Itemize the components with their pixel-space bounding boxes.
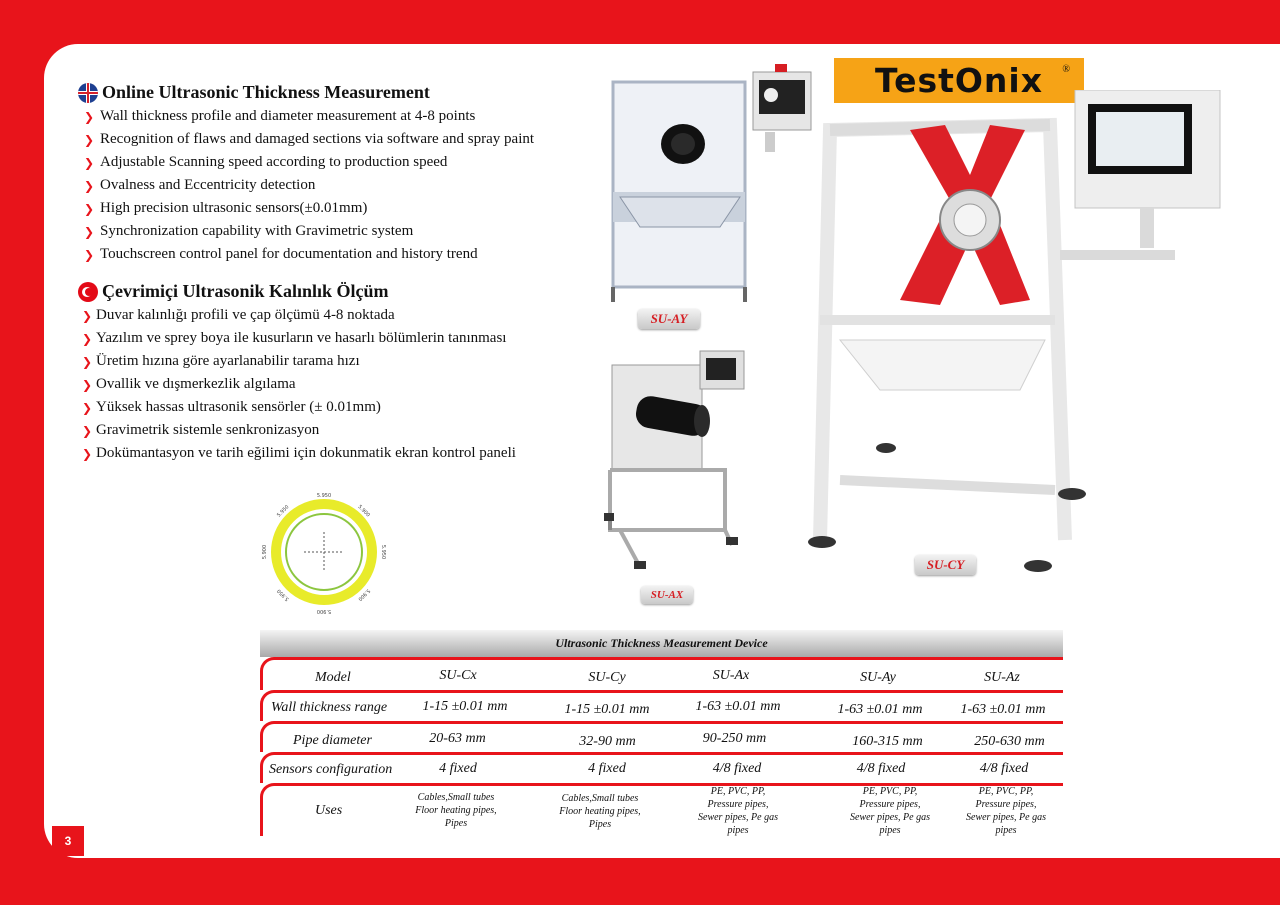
bullet-arrow-icon: ❯ — [82, 308, 93, 323]
pipe-cell: 20-63 mm — [429, 731, 486, 746]
bullet-arrow-icon: ❯ — [82, 354, 93, 369]
pipe-diameter-label: Pipe diameter — [293, 733, 372, 748]
table-row — [260, 657, 1063, 690]
table-row — [260, 752, 1063, 783]
uses-cell: Cables,Small tubes Floor heating pipes, Pipes — [415, 792, 497, 829]
uses-cell: PE, PVC, PP, Pressure pipes, Sewer pipes, Pe gas pipes — [966, 786, 1046, 836]
uses-cell: PE, PVC, PP, Pressure pipes, Sewer pipes, Pe gas pipes — [850, 786, 930, 836]
english-title-text: Online Ultrasonic Thickness Measurement — [102, 82, 430, 102]
list-item — [82, 350, 516, 373]
spec-table-title: Ultrasonic Thickness Measurement Device — [260, 630, 1063, 657]
wall-cell: 1-15 ±0.01 mm — [564, 702, 650, 717]
gauge-reading: 5.900 — [356, 504, 371, 519]
bullet-text: High precision ultrasonic sensors(±0.01mm) — [100, 200, 368, 216]
list-item — [82, 396, 516, 419]
model-cell: SU-Cy — [588, 670, 626, 685]
bullet-arrow-icon: ❯ — [82, 446, 93, 461]
model-cell: SU-Cx — [439, 668, 477, 683]
list-item — [82, 419, 516, 442]
bullet-arrow-icon: ❯ — [84, 132, 95, 147]
list-item — [82, 373, 516, 396]
uk-flag-icon — [78, 83, 98, 103]
registered-mark: ® — [1062, 64, 1070, 75]
su-cy-machine-photo — [800, 90, 1225, 580]
sensors-cell: 4/8 fixed — [856, 761, 906, 776]
su-ax-badge: SU-AX — [641, 586, 693, 604]
su-cy-badge: SU-CY — [915, 555, 976, 575]
uses-cell: Cables,Small tubes Floor heating pipes, Pipes — [559, 793, 641, 830]
gauge-reading: 5.900 — [262, 544, 268, 560]
list-item — [84, 105, 534, 128]
table-row — [260, 783, 1063, 836]
list-item — [84, 243, 534, 266]
bullet-text: Ovalness and Eccentricity detection — [100, 177, 316, 193]
logo-text: TestOnix — [874, 61, 1044, 100]
sensors-cell: 4 fixed — [588, 761, 626, 776]
wall-cell: 1-63 ±0.01 mm — [837, 702, 923, 717]
su-ax-machine-photo — [600, 345, 745, 585]
thickness-gauge-diagram — [262, 490, 386, 614]
uses-label: Uses — [315, 803, 343, 818]
gauge-reading: 5.950 — [380, 544, 386, 560]
uses-cell: PE, PVC, PP, Pressure pipes, Sewer pipes, Pe gas pipes — [698, 786, 778, 836]
bullet-text: Ovallik ve dışmerkezlik algılama — [96, 376, 296, 392]
list-item — [82, 327, 516, 350]
list-item — [84, 220, 534, 243]
list-item — [84, 174, 534, 197]
turkish-bullet-list — [82, 304, 516, 465]
model-cell: SU-Az — [984, 670, 1020, 685]
wall-thickness-label: Wall thickness range — [271, 700, 388, 715]
model-cell: SU-Ax — [712, 668, 750, 683]
list-item — [84, 128, 534, 151]
bullet-arrow-icon: ❯ — [84, 224, 95, 239]
pipe-cell: 160-315 mm — [852, 734, 923, 749]
pipe-cell: 250-630 mm — [974, 734, 1045, 749]
bullet-arrow-icon: ❯ — [84, 201, 95, 216]
gauge-reading: 5.950 — [316, 493, 332, 499]
sensors-cell: 4/8 fixed — [979, 761, 1029, 776]
bullet-text: Yazılım ve sprey boya ile kusurların ve hasarlı bölümlerin tanınması — [96, 330, 507, 346]
bullet-text: Duvar kalınlığı profili ve çap ölçümü 4-8 noktada — [96, 307, 395, 323]
bullet-text: Dokümantasyon ve tarih eğilimi için dokunmatik ekran kontrol paneli — [96, 445, 516, 461]
bullet-arrow-icon: ❯ — [84, 155, 95, 170]
bullet-text: Üretim hızına göre ayarlanabilir tarama hızı — [96, 353, 360, 369]
bullet-arrow-icon: ❯ — [84, 178, 95, 193]
sensors-cell: 4 fixed — [439, 761, 477, 776]
model-cell: SU-Ay — [860, 670, 896, 685]
wall-cell: 1-63 ±0.01 mm — [960, 702, 1046, 717]
page-number: 3 — [52, 826, 84, 856]
bullet-text: Wall thickness profile and diameter measurement at 4-8 points — [100, 108, 476, 124]
gauge-reading: 5.950 — [276, 587, 291, 602]
turkish-title-text: Çevrimiçi Ultrasonik Kalınlık Ölçüm — [102, 281, 389, 301]
bullet-arrow-icon: ❯ — [84, 247, 95, 262]
bullet-text: Gravimetrik sistemle senkronizasyon — [96, 422, 320, 438]
turkish-section-title — [78, 281, 389, 302]
pipe-cell: 90-250 mm — [702, 731, 767, 746]
table-row — [260, 721, 1063, 752]
list-item — [82, 304, 516, 327]
bullet-arrow-icon: ❯ — [82, 423, 93, 438]
gauge-reading: 5.900 — [356, 587, 371, 602]
su-ay-badge: SU-AY — [638, 309, 700, 329]
gauge-reading: 5.900 — [316, 608, 332, 614]
bullet-text: Synchronization capability with Gravimetric system — [100, 223, 414, 239]
su-ay-machine-photo — [605, 62, 820, 302]
bullet-text: Recognition of flaws and damaged sections via software and spray paint — [100, 131, 535, 147]
wall-cell: 1-15 ±0.01 mm — [422, 699, 508, 714]
english-bullet-list — [84, 105, 534, 266]
bullet-text: Adjustable Scanning speed according to production speed — [100, 154, 448, 170]
list-item — [84, 151, 534, 174]
sensors-cell: 4/8 fixed — [712, 761, 762, 776]
wall-cell: 1-63 ±0.01 mm — [695, 699, 781, 714]
list-item — [84, 197, 534, 220]
bullet-text: Touchscreen control panel for documentation and history trend — [100, 246, 478, 262]
model-label: Model — [315, 670, 351, 685]
spec-table — [260, 630, 1063, 836]
list-item — [82, 442, 516, 465]
sensors-config-label: Sensors configuration — [269, 762, 393, 777]
pipe-cell: 32-90 mm — [579, 734, 636, 749]
english-section-title — [78, 82, 430, 103]
turkey-flag-icon — [78, 282, 98, 302]
gauge-reading: 5.950 — [276, 504, 291, 519]
bullet-arrow-icon: ❯ — [82, 400, 93, 415]
bullet-text: Yüksek hassas ultrasonik sensörler (± 0.01mm) — [96, 399, 381, 415]
bullet-arrow-icon: ❯ — [84, 109, 95, 124]
table-row — [260, 690, 1063, 721]
bullet-arrow-icon: ❯ — [82, 377, 93, 392]
bullet-arrow-icon: ❯ — [82, 331, 93, 346]
